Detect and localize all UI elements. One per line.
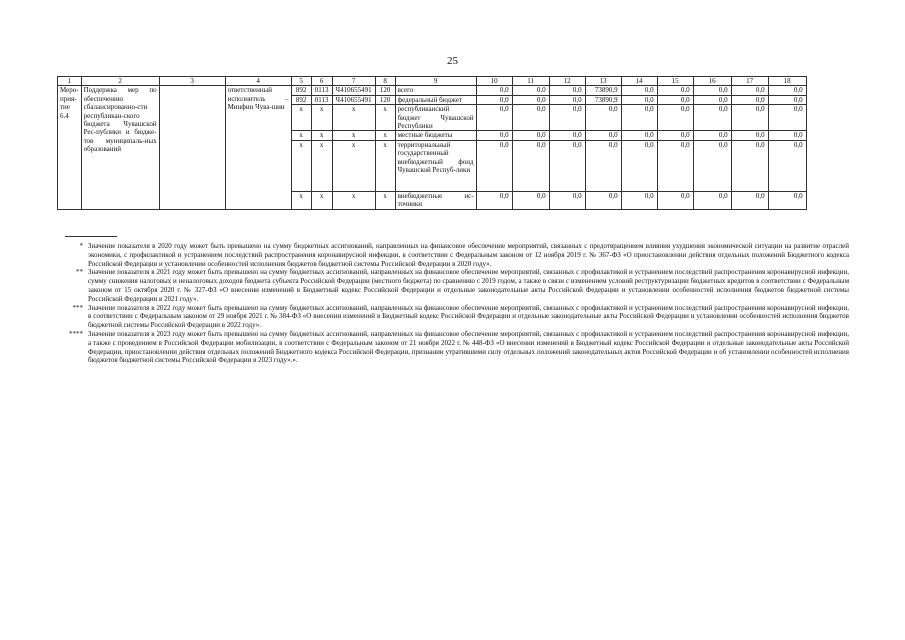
column-number: 11	[512, 77, 549, 86]
value-cell: 0,0	[549, 140, 585, 191]
budget-code-cell: х	[291, 191, 311, 209]
value-cell: 0,0	[768, 86, 806, 95]
footnote	[57, 242, 849, 268]
value-cell: 0,0	[621, 105, 657, 131]
value-cell: 0,0	[768, 131, 806, 140]
value-cell: 0,0	[693, 191, 731, 209]
empty-cell	[159, 86, 225, 209]
value-cell: 0,0	[657, 86, 693, 95]
budget-code-cell: х	[332, 131, 375, 140]
value-cell: 0,0	[476, 95, 512, 104]
budget-code-cell: х	[291, 140, 311, 191]
measure-name-cell: Поддержка мер по обеспечению сбалансированно-сти республикан-ского бюджета Чувашской Рес-публики и бюдже-тов муниципаль-ных образований	[81, 86, 159, 209]
value-cell: 0,0	[549, 131, 585, 140]
value-cell: 0,0	[693, 140, 731, 191]
value-cell: 0,0	[657, 95, 693, 104]
value-cell: 0,0	[731, 86, 768, 95]
value-cell: 0,0	[621, 95, 657, 104]
value-cell: 0,0	[476, 131, 512, 140]
budget-code-cell: х	[291, 131, 311, 140]
value-cell: 0,0	[621, 191, 657, 209]
column-number: 3	[159, 77, 225, 86]
funding-source-cell: территориальный государственный внебюджетный фонд Чувашской Респуб-лики	[395, 140, 476, 191]
value-cell: 0,0	[585, 131, 621, 140]
column-number: 7	[332, 77, 375, 86]
value-cell: 0,0	[731, 140, 768, 191]
column-number: 8	[375, 77, 395, 86]
value-cell: 0,0	[512, 105, 549, 131]
footnote-separator	[65, 236, 117, 237]
table-header-row	[58, 77, 807, 86]
value-cell: 0,0	[549, 86, 585, 95]
funding-source-cell: внебюджетные ис-точники	[395, 191, 476, 209]
budget-code-cell: х	[311, 191, 332, 209]
budget-code-cell: 892	[291, 95, 311, 104]
column-number: 4	[225, 77, 291, 86]
column-number: 14	[621, 77, 657, 86]
budget-code-cell: Ч410655491	[332, 95, 375, 104]
page-number: 25	[447, 55, 458, 67]
funding-source-cell: федеральный бюджет	[395, 95, 476, 104]
footnote-text: Значение показателя в 2020 году может быть превышено на сумму бюджетных ассигнований, направленных на финансовое обеспечение мероприятий, связанных с предотвращением влияния ухудшения экономической ситуации на развитие отраслей экономики, с профилактикой и устранением последствий распространения коронавирусной инфекции, в соответствии с Федеральным законом от 12 ноября 2019 г. № 367-ФЗ «О приостановлении действия отдельных положений Бюджетного кодекса Российской Федерации и установлении особенностей исполнения бюджетов бюджетной системы Российской Федерации в 2020 году».	[88, 242, 849, 268]
column-number: 12	[549, 77, 585, 86]
budget-code-cell: х	[375, 140, 395, 191]
value-cell: 0,0	[768, 105, 806, 131]
column-number: 15	[657, 77, 693, 86]
funding-source-cell: республиканский бюджет Чувашской Республики	[395, 105, 476, 131]
budget-table	[57, 76, 807, 210]
budget-code-cell: х	[332, 105, 375, 131]
value-cell: 0,0	[476, 140, 512, 191]
footnote	[57, 268, 849, 303]
value-cell: 0,0	[657, 191, 693, 209]
value-cell: 0,0	[621, 86, 657, 95]
value-cell: 0,0	[476, 86, 512, 95]
value-cell: 0,0	[768, 95, 806, 104]
value-cell: 0,0	[476, 191, 512, 209]
column-number: 1	[58, 77, 82, 86]
budget-code-cell: х	[375, 105, 395, 131]
value-cell: 0,0	[585, 191, 621, 209]
value-cell: 0,0	[693, 105, 731, 131]
footnote-marker: ***	[72, 303, 83, 312]
value-cell: 0,0	[693, 86, 731, 95]
column-number: 10	[476, 77, 512, 86]
footnote-text: Значение показателя в 2022 году может быть превышено на сумму бюджетных ассигнований, направленных на финансовое обеспечение мероприятий, связанных с профилактикой и устранением последствий распространения коронавирусной инфекции, в соответствии с Федеральным законом от 29 ноября 2021 г. № 384-ФЗ «О внесении изменений в Бюджетный кодекс Российской Федерации и отдельные законодательные акты Российской Федерации и установлении особенностей исполнения бюджетов бюджетной системы Российской Федерации в 2022 году».	[88, 303, 849, 330]
value-cell: 0,0	[731, 191, 768, 209]
footnote-marker: **	[76, 268, 83, 277]
column-number: 5	[291, 77, 311, 86]
value-cell: 0,0	[731, 105, 768, 131]
funding-source-cell: всего	[395, 86, 476, 95]
value-cell: 0,0	[621, 140, 657, 191]
value-cell: 0,0	[621, 131, 657, 140]
value-cell: 0,0	[657, 131, 693, 140]
value-cell: 0,0	[512, 131, 549, 140]
footnotes	[57, 242, 849, 365]
value-cell: 0,0	[585, 105, 621, 131]
footnote-marker: ****	[69, 329, 83, 338]
budget-code-cell: 120	[375, 86, 395, 95]
measure-code-cell: Меро- прия- тие 6.4	[58, 86, 82, 209]
budget-code-cell: х	[311, 131, 332, 140]
column-number: 6	[311, 77, 332, 86]
value-cell: 0,0	[585, 140, 621, 191]
budget-code-cell: 0113	[311, 95, 332, 104]
value-cell: 0,0	[768, 140, 806, 191]
column-number: 9	[395, 77, 476, 86]
budget-code-cell: 120	[375, 95, 395, 104]
value-cell: 73890,9	[585, 86, 621, 95]
value-cell: 0,0	[512, 140, 549, 191]
funding-source-cell: местные бюджеты	[395, 131, 476, 140]
footnote-marker: *	[79, 242, 83, 250]
value-cell: 0,0	[549, 191, 585, 209]
budget-code-cell: х	[332, 191, 375, 209]
column-number: 17	[731, 77, 768, 86]
value-cell: 0,0	[657, 105, 693, 131]
value-cell: 0,0	[549, 95, 585, 104]
column-number: 13	[585, 77, 621, 86]
column-number: 18	[768, 77, 806, 86]
budget-code-cell: х	[291, 105, 311, 131]
value-cell: 0,0	[549, 105, 585, 131]
value-cell: 73890,9	[585, 95, 621, 104]
value-cell: 0,0	[693, 95, 731, 104]
value-cell: 0,0	[512, 191, 549, 209]
footnote	[57, 304, 849, 330]
table-row	[58, 86, 807, 95]
value-cell: 0,0	[768, 191, 806, 209]
value-cell: 0,0	[693, 131, 731, 140]
budget-code-cell: х	[311, 140, 332, 191]
value-cell: 0,0	[731, 131, 768, 140]
footnote-text: Значение показателя в 2023 году может быть превышено на сумму бюджетных ассигнований, направленных на финансовое обеспечение мероприятий, связанных с профилактикой и устранением последствий распространения коронавирусной инфекции, а также с проведением в Российской Федерации мобилизации, в соответствии с Федеральным законом от 21 ноября 2022 г. № 448-ФЗ «О внесении изменений в Бюджетный кодекс Российской Федерации и отдельные законодательные акты Российской Федерации, приостановлении действия отдельных положений Бюджетного кодекса Российской Федерации, признании утратившими силу отдельных положений законодательных актов Российской Федерации и об установлении особенностей исполнения бюджетов бюджетной системы Российской Федерации в 2023 году».».	[88, 329, 849, 365]
column-number: 16	[693, 77, 731, 86]
budget-code-cell: х	[375, 131, 395, 140]
budget-code-cell: 0113	[311, 86, 332, 95]
value-cell: 0,0	[512, 86, 549, 95]
responsible-cell: ответственный исполнитель – Минфин Чува-шии	[225, 86, 291, 209]
footnote	[57, 330, 849, 365]
value-cell: 0,0	[512, 95, 549, 104]
budget-code-cell: х	[332, 140, 375, 191]
footnote-text: Значение показателя в 2021 году может быть превышено на сумму бюджетных ассигнований, направленных на финансовое обеспечение мероприятий, связанных с профилактикой и устранением последствий распространения коронавирусной инфекции, сумму снижения налоговых и неналоговых доходов бюджета субъекта Российской Федерации (местного бюджета) по сравнению с 2019 годом, а также в связи с изменением условий реструктуризации бюджетных кредитов в соответствии с Федеральным законом от 15 октября 2020 г. № 327-ФЗ «О внесении изменений в Бюджетный кодекс Российской Федерации и отдельные законодательные акты Российской Федерации и установлении особенностей исполнения бюджетов бюджетной системы Российской Федерации в 2021 году».	[88, 268, 849, 303]
budget-code-cell: х	[375, 191, 395, 209]
value-cell: 0,0	[476, 105, 512, 131]
budget-code-cell: 892	[291, 86, 311, 95]
budget-code-cell: х	[311, 105, 332, 131]
column-number: 2	[81, 77, 159, 86]
value-cell: 0,0	[657, 140, 693, 191]
value-cell: 0,0	[731, 95, 768, 104]
budget-code-cell: Ч410655491	[332, 86, 375, 95]
